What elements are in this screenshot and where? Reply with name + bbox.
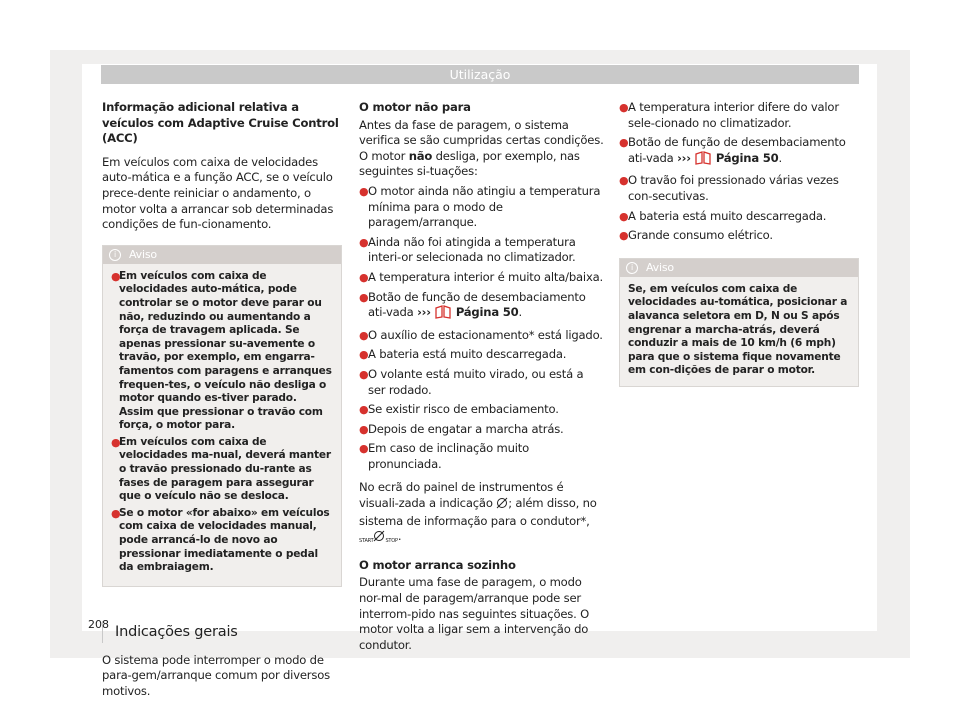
book-icon <box>434 305 452 324</box>
list-item: ● Botão de função de desembaciamento ati-vada ››› Página 50. <box>619 135 859 169</box>
display-paragraph: No ecrã do painel de instrumentos é visuali-zada a indicação ; além disso, no sistema de informação para o condutor*, START STOP. <box>359 480 604 549</box>
list-item: ● Depois de engatar a marcha atrás. <box>359 421 564 436</box>
engine-starts-heading: O motor arranca sozinho <box>359 557 516 572</box>
book-icon <box>694 151 712 170</box>
note-label: Aviso <box>129 247 157 261</box>
list-item: ● A bateria está muito descarregada. <box>619 208 827 223</box>
column-2 <box>359 100 604 661</box>
note-item: ● Em veículos com caixa de velocidades auto-mática, pode controlar se o motor deve parar ou não, reduzindo ou aumentando a força de travagem aplicada. Se apenas pressionar su-avemente o travão, por exemplo, em engarra-famentos com paragens e arranques frequen-tes, o veículo não desliga o motor quando es-tiver parado. Assim que pressionar o travão com força, o motor para. <box>111 269 332 432</box>
conditions-list <box>359 184 604 473</box>
list-item: ● Se existir risco de embaciamento. <box>359 402 559 417</box>
list-item: ● O travão foi pressionado várias vezes con-secutivas. <box>619 173 839 203</box>
list-item: ● Grande consumo elétrico. <box>619 228 773 243</box>
acc-paragraph: Em veículos com caixa de velocidades auto-mática e a função ACC, se o veículo prece-dente reiniciar o andamento, o motor volta a arrancar sob determinadas condições de fun-cionamento. <box>102 154 334 232</box>
info-icon: i <box>109 249 121 261</box>
list-item: ● O auxílio de estacionamento* está ligado. <box>359 327 603 342</box>
start-stop-off-icon <box>496 497 508 514</box>
note-item: ● Se o motor «for abaixo» em veículos com caixa de velocidades manual, pode arrancá-lo de novo ao pressionar imediatamente o pedal da embraiagem. <box>111 506 330 574</box>
warning-note <box>102 245 342 587</box>
list-item: ● O volante está muito virado, ou está a ser rodado. <box>359 366 584 397</box>
engine-not-stop-heading: O motor não para <box>359 100 471 114</box>
note-label: Aviso <box>646 260 674 274</box>
column-3 <box>619 100 859 387</box>
list-item: ● A temperatura interior é muito alta/baixa. <box>359 269 604 284</box>
engine-starts-paragraph: Durante uma fase de paragem, o modo nor-mal de paragem/arranque pode ser interrom-pido nas seguintes situações. O motor volta a ligar sem a intervenção do condutor. <box>359 575 590 652</box>
list-item: ● A temperatura interior difere do valor sele-cionado no climatizador. <box>619 100 839 130</box>
start-stop-icon: START STOP <box>359 530 398 550</box>
column-1 <box>102 100 342 708</box>
note-body <box>103 264 341 586</box>
page-reference-link[interactable]: Página 50 <box>715 150 779 165</box>
list-item: ● A bateria está muito descarregada. <box>359 347 567 362</box>
section-subheading: Indicações gerais <box>102 621 342 643</box>
reference-arrow: ››› <box>677 150 691 165</box>
list-item: ● Em caso de inclinação muito pronunciada. <box>359 441 529 471</box>
list-item: ● O motor ainda não atingiu a temperatura mínima para o modo de paragem/arranque. <box>359 183 601 230</box>
reference-arrow: ››› <box>417 305 431 320</box>
section-header: Utilização <box>101 65 859 84</box>
restart-conditions-list <box>619 100 859 244</box>
note-header <box>620 259 858 277</box>
list-item: ● Botão de função de desembaciamento ati-vada ››› Página 50. <box>359 290 604 324</box>
page-number: 208 <box>88 618 109 631</box>
general-paragraph: O sistema pode interromper o modo de para-gem/arranque comum por diversos motivos. <box>102 652 330 698</box>
note-item: ● Em veículos com caixa de velocidades ma-nual, deverá manter o travão pressionado du-rante as fases de paragem para assegurar que o veículo não se desloca. <box>111 435 331 503</box>
acc-heading: Informação adicional relativa a veículos com Adaptive Cruise Control (ACC) <box>102 100 339 146</box>
page-reference-link[interactable]: Página 50 <box>455 305 519 320</box>
note-body: Se, em veículos com caixa de velocidades au-tomática, posicionar a alavanca seletora em D, N ou S após engrenar a marcha-atrás, deverá conduzir a mais de 10 km/h (6 mph) para que o sistema fique novamente em con-dições de parar o motor. <box>628 282 848 377</box>
conditions-intro: Antes da fase de paragem, o sistema verifica se são cumpridas certas condições. O motor não desliga, por exemplo, nas seguintes si-tuações: <box>359 117 604 179</box>
info-icon: i <box>626 262 638 274</box>
list-item: ● Ainda não foi atingida a temperatura interi-or selecionada no climatizador. <box>359 234 576 265</box>
warning-note <box>619 258 859 387</box>
note-header <box>103 246 341 264</box>
